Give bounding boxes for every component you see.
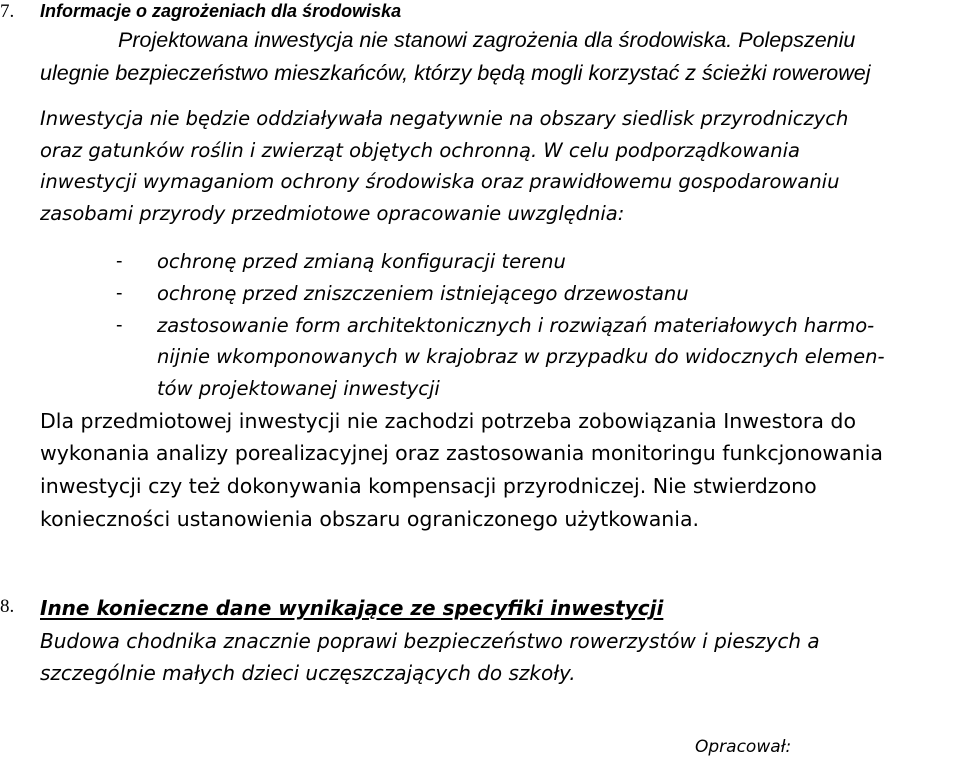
section-7-closing-line-2: wykonania analizy porealizacyjnej oraz zastosowania monitoringu funkcjonowania xyxy=(40,441,883,465)
section-7-paragraph-line-2: oraz gatunków roślin i zwierząt objętych ochronną. W celu podporządkowania xyxy=(40,139,800,162)
section-8-number: 8. xyxy=(0,596,15,617)
bullet-1-dash: - xyxy=(116,250,123,272)
bullet-3-dash: - xyxy=(116,314,123,336)
section-7-closing-line-3: inwestycji czy też dokonywania kompensacji przyrodniczej. Nie stwierdzono xyxy=(40,474,817,498)
bullet-2-text: ochronę przed zniszczeniem istniejącego drzewostanu xyxy=(157,282,689,305)
section-7-paragraph-line-3: inwestycji wymaganiom ochrony środowiska oraz prawidłowemu gospodarowaniu xyxy=(40,170,840,193)
section-7-number: 7. xyxy=(0,1,15,22)
bullet-3-line-3: tów projektowanej inwestycji xyxy=(157,377,440,400)
section-7-closing-line-4: konieczności ustanowienia obszaru ograniczonego użytkowania. xyxy=(40,507,700,531)
section-7-lead-line-2: ulegnie bezpieczeństwo mieszkańców, którzy będą mogli korzystać z ścieżki rowerowej xyxy=(40,61,871,85)
section-7-title: Informacje o zagrożeniach dla środowiska xyxy=(40,1,402,21)
signature-label: Opracował: xyxy=(695,737,792,757)
section-7-closing-line-1: Dla przedmiotowej inwestycji nie zachodzi potrzeba zobowiązania Inwestora do xyxy=(40,409,856,433)
bullet-2-dash: - xyxy=(116,282,123,304)
bullet-3-line-2: nijnie wkomponowanych w krajobraz w przypadku do widocznych elemen- xyxy=(157,345,885,368)
section-7-paragraph-line-4: zasobami przyrody przedmiotowe opracowanie uwzględnia: xyxy=(40,202,625,225)
section-8-line-1: Budowa chodnika znacznie poprawi bezpieczeństwo rowerzystów i pieszych a xyxy=(40,629,820,653)
section-8-title: Inne konieczne dane wynikające ze specyfiki inwestycji xyxy=(40,596,664,620)
section-8-line-2: szczególnie małych dzieci uczęszczających do szkoły. xyxy=(40,661,576,685)
bullet-1-text: ochronę przed zmianą konfiguracji terenu xyxy=(157,250,566,273)
bullet-3-line-1: zastosowanie form architektonicznych i rozwiązań materiałowych harmo- xyxy=(157,314,875,337)
section-7-lead-line-1: Projektowana inwestycja nie stanowi zagrożenia dla środowiska. Polepszeniu xyxy=(118,28,856,52)
section-7-paragraph-line-1: Inwestycja nie będzie oddziaływała negatywnie na obszary siedlisk przyrodniczych xyxy=(40,107,849,130)
